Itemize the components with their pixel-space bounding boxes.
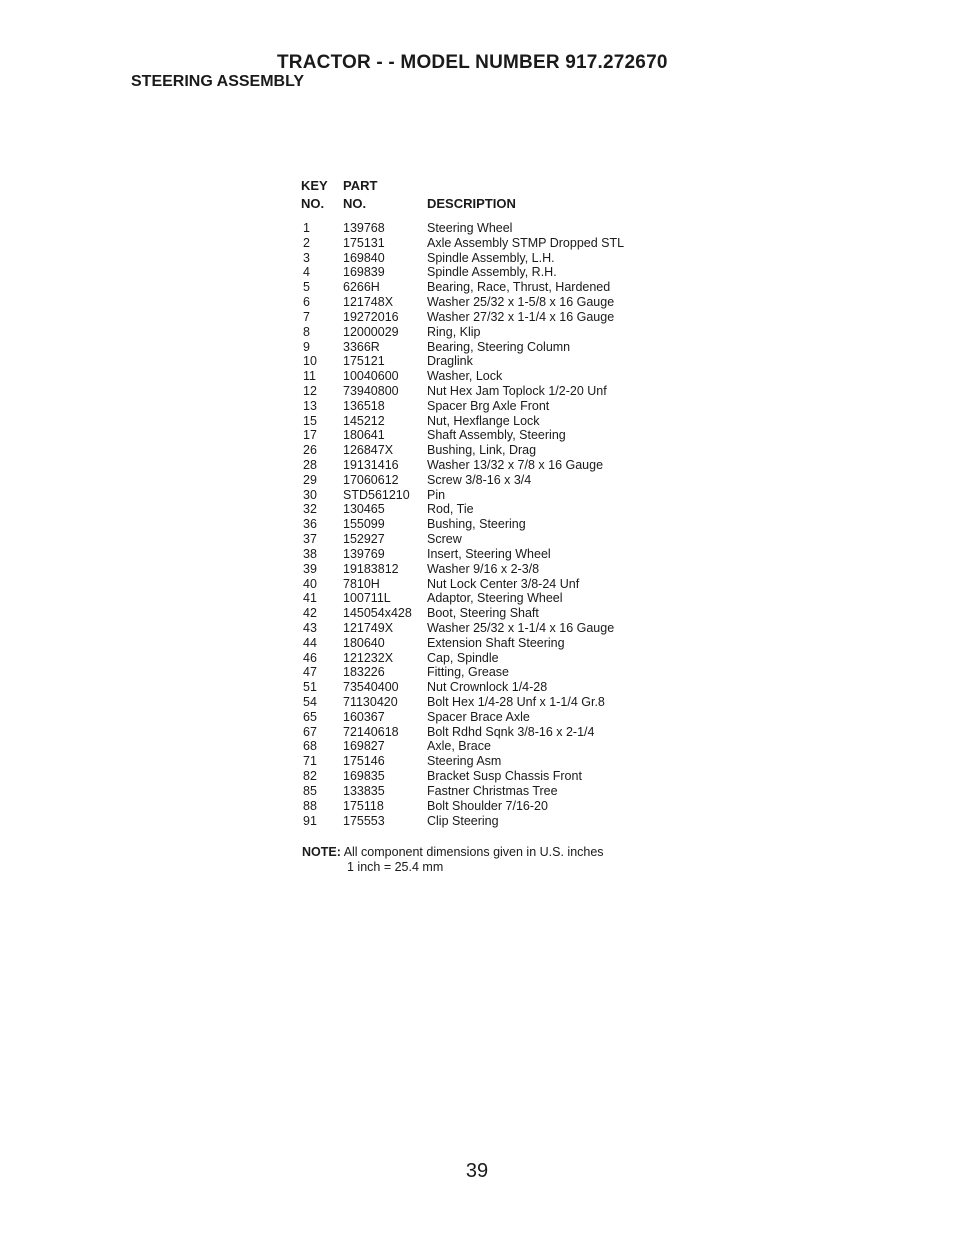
description: Fastner Christmas Tree (427, 783, 558, 798)
table-row (301, 310, 681, 325)
table-row (301, 784, 681, 799)
key-no: 82 (303, 769, 317, 784)
key-no: 54 (303, 695, 317, 709)
table-row (301, 517, 681, 532)
description: Steering Wheel (427, 221, 513, 235)
table-row (301, 769, 681, 784)
description: Washer 9/16 x 2-3/8 (427, 561, 540, 576)
key-no: 11 (303, 369, 316, 384)
description: Spacer Brace Axle (427, 709, 530, 724)
part-no: 169835 (343, 769, 385, 784)
key-no: 8 (303, 324, 310, 339)
part-no: 72140618 (343, 724, 399, 739)
part-no: 19272016 (343, 309, 399, 324)
table-row (301, 739, 681, 754)
description: Nut Hex Jam Toplock 1/2-20 Unf (427, 383, 607, 398)
description: Bolt Rdhd Sqnk 3/8-16 x 2-1/4 (427, 724, 595, 739)
table-row (301, 754, 681, 769)
key-no: 32 (303, 502, 317, 517)
key-no: 43 (303, 620, 317, 635)
header-part-no-line1: PART (343, 178, 378, 193)
key-no: 2 (303, 235, 310, 250)
key-no: 71 (303, 754, 317, 769)
table-row (301, 621, 681, 636)
key-no: 67 (303, 724, 317, 739)
description: Boot, Steering Shaft (427, 606, 539, 621)
part-no: 175131 (343, 235, 385, 250)
part-no: 160367 (343, 709, 385, 724)
description: Washer 25/32 x 1-5/8 x 16 Gauge (427, 295, 615, 310)
key-no: 40 (303, 576, 317, 591)
header-description: DESCRIPTION (427, 196, 516, 211)
key-no: 1 (303, 221, 310, 235)
table-row (301, 384, 681, 399)
table-row (301, 502, 681, 517)
part-no: 17060612 (343, 472, 399, 487)
description: Washer 25/32 x 1-1/4 x 16 Gauge (427, 620, 615, 635)
key-no: 44 (303, 635, 317, 650)
part-no: 145212 (343, 413, 385, 428)
table-row (301, 488, 681, 503)
table-row (301, 547, 681, 562)
part-no: 121748X (343, 295, 394, 310)
description: Draglink (427, 354, 473, 369)
description: Nut Crownlock 1/4-28 (427, 680, 548, 695)
description: Screw 3/8-16 x 3/4 (427, 472, 532, 487)
description: Nut Lock Center 3/8-24 Unf (427, 576, 580, 591)
table-row (301, 473, 681, 488)
table-row (301, 458, 681, 473)
table-row (301, 725, 681, 740)
description: Bushing, Steering (427, 517, 526, 532)
description: Axle, Brace (427, 739, 491, 754)
description: Rod, Tie (427, 502, 474, 517)
part-no: 7810H (343, 576, 380, 591)
part-no: 183226 (343, 665, 385, 680)
key-no: 4 (303, 265, 310, 280)
table-row (301, 325, 681, 340)
part-no: 152927 (343, 532, 385, 547)
description: Adaptor, Steering Wheel (427, 591, 563, 606)
description: Spindle Assembly, L.H. (427, 250, 555, 265)
part-no: 12000029 (343, 324, 399, 339)
note-label: NOTE: (302, 845, 341, 859)
key-no: 10 (303, 354, 317, 369)
parts-table (301, 178, 681, 828)
key-no: 7 (303, 309, 310, 324)
key-no: 12 (303, 383, 317, 398)
part-no: 169839 (343, 265, 385, 280)
part-no: 73540400 (343, 680, 399, 695)
part-no: 169840 (343, 250, 385, 265)
key-no: 3 (303, 250, 310, 265)
key-no: 47 (303, 665, 317, 680)
table-row (301, 280, 681, 295)
table-row (301, 251, 681, 266)
part-no: 145054x428 (343, 606, 412, 621)
description: Steering Asm (427, 754, 502, 769)
table-row (301, 591, 681, 606)
table-row (301, 665, 681, 680)
table-row (301, 577, 681, 592)
key-no: 5 (303, 280, 310, 295)
table-row (301, 399, 681, 414)
table-row (301, 443, 681, 458)
description: Bolt Hex 1/4-28 Unf x 1-1/4 Gr.8 (427, 695, 605, 709)
part-no: 175146 (343, 754, 385, 769)
description: Bracket Susp Chassis Front (427, 769, 582, 784)
part-no: 139768 (343, 221, 385, 235)
key-no: 39 (303, 561, 317, 576)
header-key-no-line2: NO. (301, 196, 325, 211)
part-no: 10040600 (343, 369, 399, 384)
table-row (301, 221, 681, 236)
description: Fitting, Grease (427, 665, 509, 680)
description: Bearing, Steering Column (427, 339, 571, 354)
table-row (301, 562, 681, 577)
key-no: 88 (303, 798, 317, 813)
table-row (301, 636, 681, 651)
description: Washer, Lock (427, 369, 503, 384)
table-row (301, 369, 681, 384)
key-no: 37 (303, 532, 317, 547)
table-row (301, 414, 681, 429)
description: Extension Shaft Steering (427, 635, 565, 650)
table-header-row-2 (301, 196, 681, 213)
key-no: 26 (303, 443, 317, 458)
description: Nut, Hexflange Lock (427, 413, 540, 428)
part-no: 175118 (343, 798, 384, 813)
table-row (301, 695, 681, 710)
table-row (301, 265, 681, 280)
key-no: 29 (303, 472, 317, 487)
key-no: 91 (303, 813, 317, 828)
table-row (301, 799, 681, 814)
part-no: 71130420 (343, 695, 398, 709)
description: Spindle Assembly, R.H. (427, 265, 557, 280)
note-text-line1: All component dimensions given in U.S. inches (343, 845, 604, 859)
key-no: 17 (303, 428, 317, 443)
header-part-no-line2: NO. (343, 196, 367, 211)
table-row (301, 814, 681, 829)
key-no: 85 (303, 783, 317, 798)
part-no: 6266H (343, 280, 380, 295)
description: Bearing, Race, Thrust, Hardened (427, 280, 611, 295)
key-no: 65 (303, 709, 317, 724)
key-no: 51 (303, 680, 317, 695)
table-row (301, 651, 681, 666)
part-no: 175553 (343, 813, 385, 828)
table-row (301, 354, 681, 369)
section-title: STEERING ASSEMBLY (131, 73, 305, 90)
description: Insert, Steering Wheel (427, 546, 551, 561)
key-no: 28 (303, 458, 317, 472)
table-row (301, 428, 681, 443)
description: Cap, Spindle (427, 650, 499, 665)
page-title: TRACTOR - - MODEL NUMBER 917.272670 (277, 52, 668, 73)
table-row (301, 532, 681, 547)
part-no: 126847X (343, 443, 394, 458)
table-row (301, 606, 681, 621)
page-number: 39 (465, 1160, 489, 1182)
table-body (301, 221, 681, 828)
description: Washer 13/32 x 7/8 x 16 Gauge (427, 458, 604, 472)
table-row (301, 680, 681, 695)
part-no: 180641 (343, 428, 385, 443)
header-key-no-line1: KEY (301, 178, 328, 193)
description: Shaft Assembly, Steering (427, 428, 566, 443)
key-no: 46 (303, 650, 317, 665)
part-no: 100711L (343, 591, 391, 606)
description: Clip Steering (427, 813, 499, 828)
key-no: 6 (303, 295, 310, 310)
part-no: 121749X (343, 620, 394, 635)
part-no: 180640 (343, 635, 385, 650)
key-no: 41 (303, 591, 317, 606)
part-no: 3366R (343, 339, 380, 354)
key-no: 13 (303, 398, 317, 413)
key-no: 9 (303, 339, 310, 354)
description: Bolt Shoulder 7/16-20 (427, 798, 548, 813)
description: Pin (427, 487, 446, 502)
description: Spacer Brg Axle Front (427, 398, 550, 413)
part-no: 155099 (343, 517, 385, 532)
part-no: 139769 (343, 546, 385, 561)
key-no: 30 (303, 487, 317, 502)
key-no: 38 (303, 546, 317, 561)
key-no: 36 (303, 517, 317, 532)
table-row (301, 340, 681, 355)
part-no: 19131416 (343, 458, 399, 472)
part-no: 175121 (343, 354, 385, 369)
description: Bushing, Link, Drag (427, 443, 537, 458)
table-row (301, 236, 681, 251)
table-row (301, 710, 681, 725)
key-no: 68 (303, 739, 317, 754)
table-row (301, 295, 681, 310)
part-no: 73940800 (343, 383, 399, 398)
part-no: 136518 (343, 398, 385, 413)
key-no: 15 (303, 413, 317, 428)
part-no: 169827 (343, 739, 385, 754)
note-text-line2: 1 inch = 25.4 mm (347, 860, 444, 874)
part-no: 19183812 (343, 561, 399, 576)
note (302, 845, 604, 875)
table-header-row-1 (301, 178, 681, 195)
key-no: 42 (303, 606, 317, 621)
description: Axle Assembly STMP Dropped STL (427, 235, 625, 250)
description: Washer 27/32 x 1-1/4 x 16 Gauge (427, 309, 615, 324)
description: Screw (427, 532, 462, 547)
part-no: 130465 (343, 502, 385, 517)
part-no: 121232X (343, 650, 394, 665)
part-no: 133835 (343, 783, 385, 798)
part-no: STD561210 (343, 487, 410, 502)
description: Ring, Klip (427, 324, 481, 339)
